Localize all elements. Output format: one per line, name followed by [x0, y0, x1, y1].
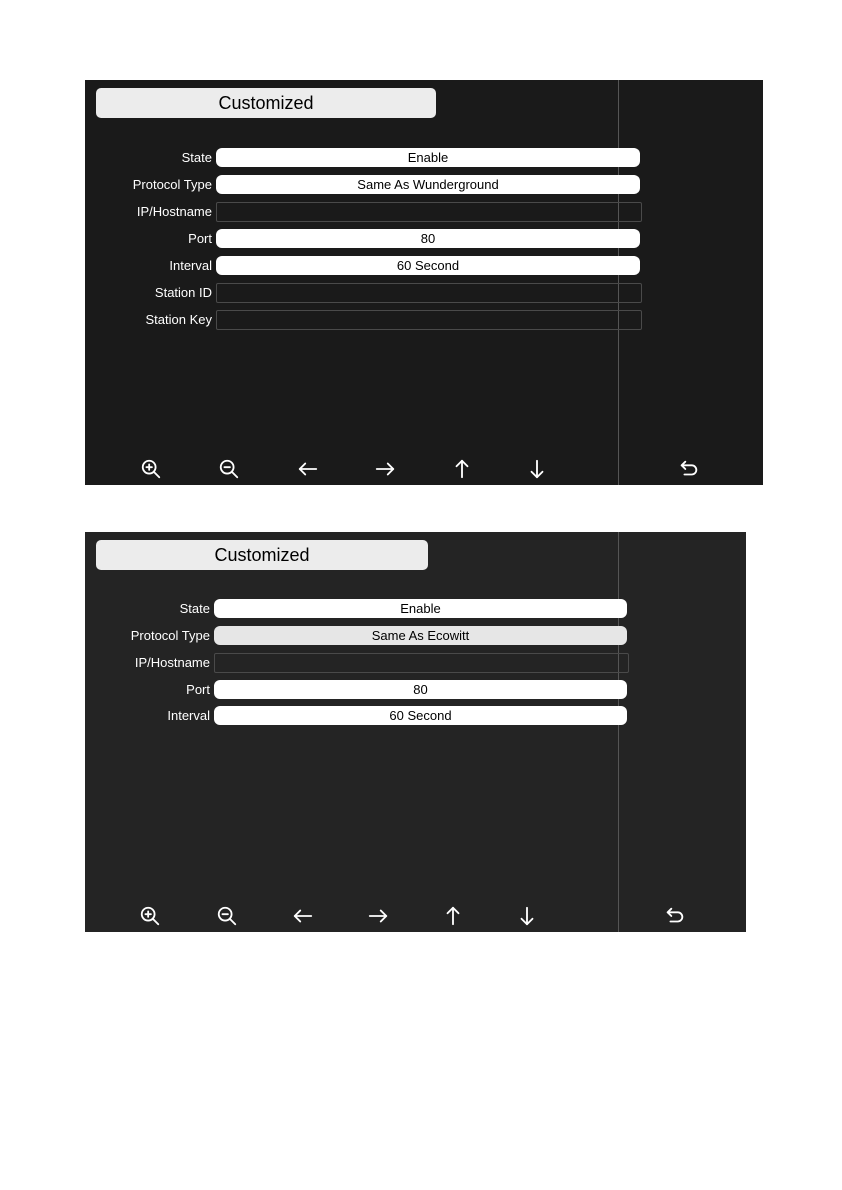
row-protocol-type — [85, 175, 640, 195]
row-port — [85, 229, 640, 249]
row-station-id — [85, 283, 640, 303]
row-state — [85, 599, 627, 619]
port-label: Port — [188, 231, 212, 246]
arrow-down-icon[interactable] — [513, 902, 541, 930]
zoom-out-icon[interactable] — [215, 455, 243, 483]
protocol-type-field[interactable]: Same As Wunderground — [216, 175, 640, 194]
row-port — [85, 680, 627, 700]
settings-screen-ecowitt — [85, 532, 746, 932]
arrow-left-icon[interactable] — [294, 455, 322, 483]
port-field[interactable]: 80 — [214, 680, 627, 699]
arrow-left-icon[interactable] — [289, 902, 317, 930]
row-interval — [85, 706, 627, 726]
ip-hostname-field[interactable] — [216, 202, 642, 222]
station-id-field[interactable] — [216, 283, 642, 303]
station-key-field[interactable] — [216, 310, 642, 330]
zoom-in-icon[interactable] — [136, 902, 164, 930]
row-ip-hostname — [85, 653, 627, 673]
state-field[interactable]: Enable — [214, 599, 627, 618]
port-field[interactable]: 80 — [216, 229, 640, 248]
settings-screen-wunderground — [85, 80, 763, 485]
zoom-out-icon[interactable] — [213, 902, 241, 930]
row-interval — [85, 256, 640, 276]
port-label: Port — [186, 682, 210, 697]
ip-hostname-field[interactable] — [214, 653, 629, 673]
state-field[interactable]: Enable — [216, 148, 640, 167]
protocol-type-field[interactable]: Same As Ecowitt — [214, 626, 627, 645]
arrow-down-icon[interactable] — [523, 455, 551, 483]
interval-label: Interval — [167, 708, 210, 723]
return-icon[interactable] — [661, 902, 689, 930]
page-title: Customized — [96, 88, 436, 118]
row-ip-hostname — [85, 202, 640, 222]
page-title: Customized — [96, 540, 428, 570]
ip-hostname-label: IP/Hostname — [134, 655, 210, 670]
arrow-up-icon[interactable] — [439, 902, 467, 930]
interval-field[interactable]: 60 Second — [214, 706, 627, 725]
protocol-type-label: Protocol Type — [132, 177, 212, 192]
panel-divider — [618, 532, 619, 932]
arrow-right-icon[interactable] — [371, 455, 399, 483]
interval-field[interactable]: 60 Second — [216, 256, 640, 275]
protocol-type-label: Protocol Type — [130, 628, 210, 643]
row-state — [85, 148, 640, 168]
station-id-label: Station ID — [154, 285, 212, 300]
return-icon[interactable] — [675, 455, 703, 483]
interval-label: Interval — [169, 258, 212, 273]
arrow-up-icon[interactable] — [448, 455, 476, 483]
zoom-in-icon[interactable] — [137, 455, 165, 483]
state-label: State — [181, 150, 212, 165]
ip-hostname-label: IP/Hostname — [136, 204, 212, 219]
station-key-label: Station Key — [145, 312, 212, 327]
row-station-key — [85, 310, 640, 330]
arrow-right-icon[interactable] — [364, 902, 392, 930]
row-protocol-type — [85, 626, 627, 646]
state-label: State — [179, 601, 210, 616]
